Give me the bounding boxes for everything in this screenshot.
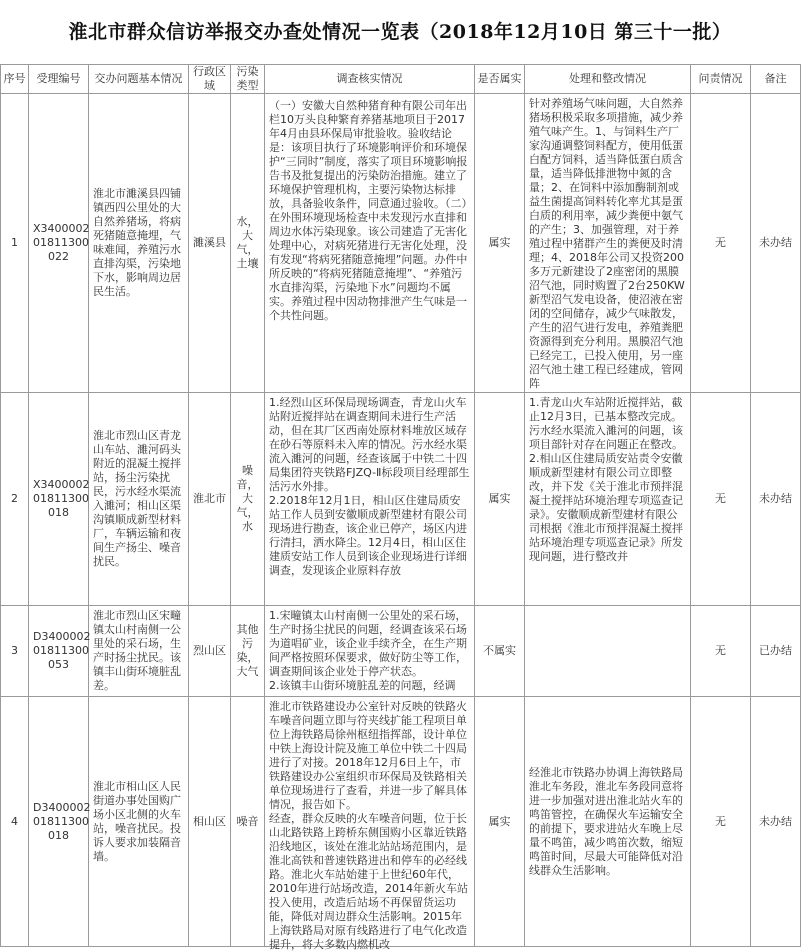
table-row	[1, 393, 801, 606]
cell-region: 濉溪县	[189, 94, 231, 393]
header-problem: 交办问题基本情况	[89, 65, 189, 94]
table-row	[1, 697, 801, 947]
complaint-table	[0, 64, 801, 951]
cell-true: 属实	[475, 697, 525, 947]
table-row	[1, 94, 801, 393]
cell-id: X3400002 01811300 018	[29, 393, 89, 606]
cell-problem: 淮北市濉溪县四铺镇西四公里处的大自然养猪场，将病死猪随意掩埋，气味难闻，养殖污水直排沟渠，污染地下水，影响周边居民生活。	[89, 94, 189, 393]
cell-pollution: 其他污染，大气	[231, 606, 265, 697]
cell-handling: 经淮北市铁路办协调上海铁路局淮北车务段，淮北车务段同意将进一步加强对进出淮北站火车的鸣笛管控，在确保火车运输安全的前提下，要求进站火车晚上尽量不鸣笛，减少鸣笛次数，缩短鸣笛时间，尽最大可能降低对沿线群众生活影响。	[525, 697, 691, 947]
header-region: 行政区域	[189, 65, 231, 94]
cell-no: 3	[1, 606, 29, 697]
header-handling: 处理和整改情况	[525, 65, 691, 94]
cell-id: D3400002 01811300 053	[29, 606, 89, 697]
header-true: 是否属实	[475, 65, 525, 94]
cell-remark: 已办结	[751, 606, 801, 697]
table-row	[1, 606, 801, 697]
page-title: 淮北市群众信访举报交办查处情况一览表（2018年12月10日 第三十一批）	[68, 21, 732, 43]
header-id: 受理编号	[29, 65, 89, 94]
cell-remark: 未办结	[751, 94, 801, 393]
cell-no: 1	[1, 94, 29, 393]
header-pollution: 污染类型	[231, 65, 265, 94]
cell-true: 不属实	[475, 606, 525, 697]
header-accountability: 问责情况	[691, 65, 751, 94]
cell-handling	[525, 606, 691, 697]
cell-accountability: 无	[691, 393, 751, 606]
cell-region: 烈山区	[189, 606, 231, 697]
handling-text: 针对养殖场气味问题，大自然养猪场积极采取多项措施，减少养殖气味产生。1、与饲料生产厂家沟通调整饲料配方，使用低蛋白配方饲料，适当降低蛋白质含量，适当降低排泄物中氮的含量；2、在饲料中添加酶制剂或益生菌提高饲料转化率尤其是蛋白质的利用率，减少粪便中氨气的产生；3、加强管理，对于养殖过程中猪群产生的粪便及时清理；4、2018年公司又投资200多万元新建设了2座密闭的黑膜沼气池，同时购置了2台250KW新型沼气发电设备，使沼液在密闭的空间储存，减少气味散发，产生的沼气进行发电，养殖粪肥资源得到充分利用。黑膜沼气池已经完工，已投入使用，另一座沼气池土建工程已经建成，管网阵	[529, 97, 685, 390]
cell-id: D3400002 01811300 018	[29, 697, 89, 947]
cell-problem: 淮北市烈山区青龙山车站、濉河码头附近的混凝土搅拌站，扬尘污染扰民，污水经水渠流入濉河；相山区渠沟镇顺成新型材料厂，车辆运输和夜间生产扬尘、噪音扰民。	[89, 393, 189, 606]
cell-no: 4	[1, 697, 29, 947]
cell-id: X3400002 01811300 022	[29, 94, 89, 393]
cell-investigation	[265, 697, 475, 951]
cell-true: 属实	[475, 94, 525, 393]
investigation-text: 1.宋疃镇太山村南侧一公里处的采石场，生产时扬尘扰民的问题，经调查该采石场为道唱矿业，该企业手续齐全，在生产期间严格按照环保要求，做好防尘等工作，调查期间该企业处于停产状态。 2.该镇丰山街环境脏乱差的问题，经调	[269, 609, 467, 692]
cell-pollution: 水，大气，土壤	[231, 94, 265, 393]
cell-handling	[525, 393, 691, 606]
cell-accountability: 无	[691, 606, 751, 697]
cell-pollution: 噪音，大气，水	[231, 393, 265, 606]
header-remark: 备注	[751, 65, 801, 94]
cell-investigation	[265, 393, 475, 606]
cell-problem: 淮北市烈山区宋疃镇太山村南侧一公里处的采石场，生产时扬尘扰民。该镇丰山街环境脏乱差。	[89, 606, 189, 697]
cell-region: 相山区	[189, 697, 231, 947]
cell-remark: 未办结	[751, 393, 801, 606]
cell-true: 属实	[475, 393, 525, 606]
investigation-text: 淮北市铁路建设办公室针对反映的铁路火车噪音问题立即与符夹线扩能工程项目单位上海铁路局徐州枢纽指挥部，设计单位中铁上海设计院及施工单位中铁二十四局进行了对接。2018年12月6日上午，市铁路建设办公室组织市环保局及铁路相关单位现场进行了查看，并进一步了解具体情况，报告如下。 经查，群众反映的火车噪音问题，位于长山北路铁路上跨桥东侧国购小区靠近铁路沿线地区，该处在淮北站站场范围内，是淮北高铁和普速铁路进出和停车的必经线路。淮北火车站始建于上世纪60年代，2010年进行站场改造，2014年新火车站投入使用，改造后站场不再保留货运功能，降低对周边群众生活影响。2015年上海铁路局对原有线路进行了电气化改造提升，将大多数内燃机改	[269, 700, 468, 951]
investigation-text: 1.经烈山区环保局现场调查，青龙山火车站附近搅拌站在调查期间未进行生产活动，但在其厂区西南处原材料堆放区域存在砂石等原料未入库的情况。污水经水渠流入濉河的问题，经查该属于中铁二十四局集团符夹铁路FJZQ-Ⅱ标段项目经理部生活污水外排。 2.2018年12月1日，相山区住建局质安站工作人员到安徽顺成新型建材有限公司现场进行勘查，该企业已停产，场区内进行清扫，洒水降尘。12月4日，相山区住建质安站工作人员到该企业现场进行详细调查，发现该企业原料存放	[269, 396, 470, 577]
cell-region: 淮北市	[189, 393, 231, 606]
cell-pollution: 噪音	[231, 697, 265, 947]
cell-accountability: 无	[691, 94, 751, 393]
handling-text: 1.青龙山火车站附近搅拌站，截止12月3日，已基本整改完成。污水经水渠流入濉河的问题，该项目部针对存在问题正在整改。 2.相山区住建局质安站责令安徽顺成新型建材有限公司立即整改，并下发《关于淮北市预拌混凝土搅拌站环境治理专项巡查记录》。安徽顺成新型建材有限公司根据《淮北市预拌混凝土搅拌站环境治理专项巡查记录》所发现问题，进行整改并	[529, 396, 683, 563]
header-investigation: 调查核实情况	[265, 65, 475, 94]
cell-investigation	[265, 606, 475, 697]
investigation-text: （一）安徽大自然种猪育种有限公司年出栏10万头良种繁育养猪基地项目于2017年4月由县环保局审批验收。验收结论是：该项目执行了环境影响评价和环境保护“三同时”制度，落实了项目环境影响报告书及批复提出的污染防治措施。建立了环境保护管理机构，主要污染物达标排放，具备验收条件，同意通过验收。（二）在外围环境现场检查中未发现污水直排和周边水体污染现象。该公司建造了无害化处理中心，对病死猪进行无害化处理，没有发现“将病死猪随意掩埋”问题。办件中所反映的“将病死猪随意掩埋”、“养殖污水直排沟渠，污染地下水”问题均不属实。养殖过程中因动物排泄产生气味是一个共性问题。	[269, 99, 468, 322]
cell-investigation	[265, 94, 475, 393]
cell-remark: 未办结	[751, 697, 801, 947]
cell-accountability: 无	[691, 697, 751, 947]
header-no: 序号	[1, 65, 29, 94]
table-header-row	[1, 65, 801, 94]
cell-no: 2	[1, 393, 29, 606]
cell-problem: 淮北市相山区人民街道办事处国购广场小区北侧的火车站，噪音扰民。投诉人要求加装隔音墙。	[89, 697, 189, 947]
cell-handling	[525, 94, 691, 393]
